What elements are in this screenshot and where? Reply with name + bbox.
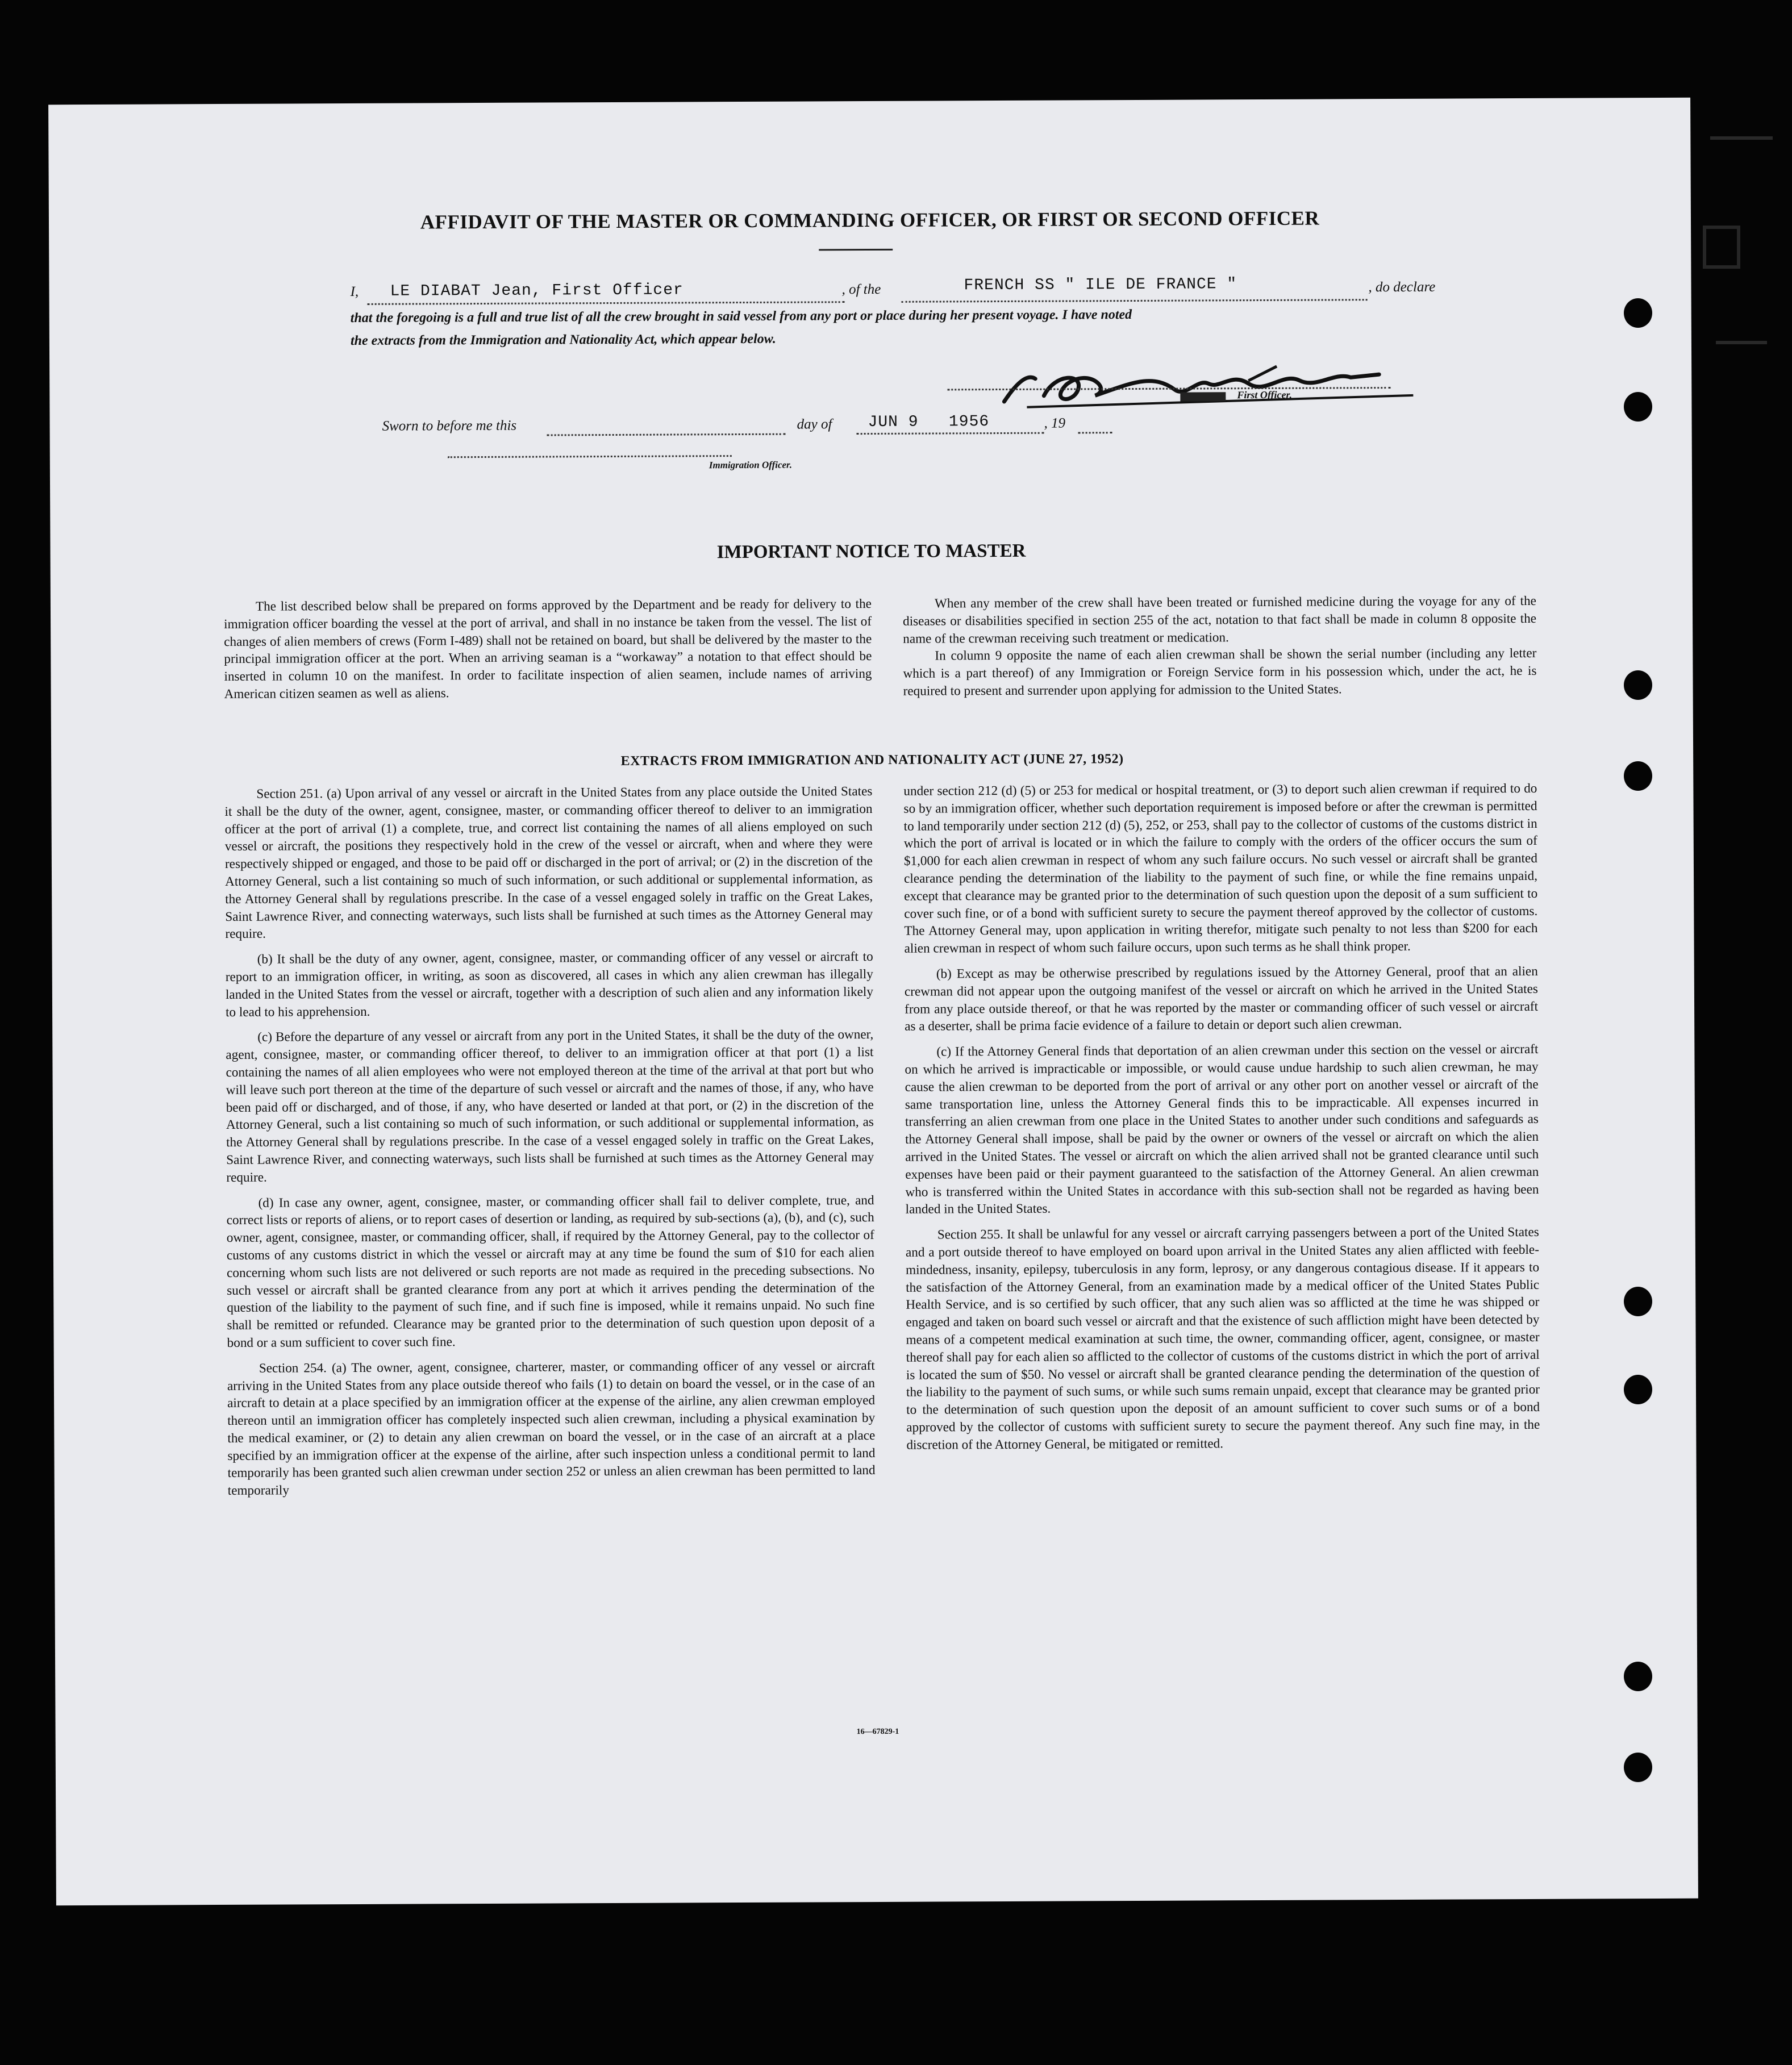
section-254a: Section 254. (a) The owner, agent, consignee, charterer, master, or commanding officer of any vessel or aircraft arriving in the United States from any place outside thereof who fails (1) to detain on board the vessel, or in the case of an aircraft to detain at a place specified by an immigration officer at the expense of the airline, any alien crewman employed thereon until an immigration officer has completely inspected such alien crewman, including a physical examination by the medical examiner, or (2) to detain any alien crewman on board the vessel, or in the case of an aircraft at a place specified by an immigration officer at the expense of the airline, after such inspection unless a conditional permit to land temporarily has been granted such alien crewman under section 252 or unless an alien crewman has been permitted to land temporarily	[227, 1358, 876, 1499]
do-declare-label: , do declare	[1368, 279, 1436, 295]
sworn-date-field	[857, 413, 1044, 435]
punch-hole	[1624, 761, 1652, 791]
declaration-line-2: the extracts from the Immigration and Nationality Act, which appear below.	[350, 331, 776, 349]
section-254a-continued: under section 212 (d) (5) or 253 for medical or hospital treatment, or (3) to deport such alien crewman if required to do so by an immigration officer, whether such deportation requirement is imposed before or after the crewman is permitted to land temporarily under section 212 (d) (5), 252, or 253, shall pay to the collector of customs of the customs district in which the port of arrival is located or in which the failure to comply with the orders of the officer occurs the sum of $1,000 for each alien crewman in respect of whom any such failure occurs. No such vessel or aircraft shall be granted clearance pending the determination of the liability to the payment of such fine, or while the fine remains unpaid, except that clearance may be granted prior to the determination of such question upon the deposit of a sum sufficient to cover such fine, or of a bond with sufficient surety to secure the payment thereof approved by the collector of customs. The Attorney General may, upon application in writing therefor, mitigate such penalty to not less than $200 for each alien crewman in respect of whom such failure occurs, upon such terms as he shall think proper.	[903, 781, 1538, 956]
sworn-label: Sworn to before me this	[382, 418, 517, 434]
sworn-day-field	[547, 420, 786, 436]
year-label: , 19	[1044, 415, 1066, 431]
struck-out-text	[1180, 392, 1226, 401]
punch-hole	[1624, 1375, 1652, 1404]
section-254c: (c) If the Attorney General finds that deportation of an alien crewman under this section on the vessel or aircraft on which he arrived is impracticable or impossible, or would cause undue hardship to such alien crewman, he may cause the alien crewman to be deported from the port of arrival or any other port on another vessel or aircraft of the same transportation line, unless the Attorney General finds this to be impracticable. All expenses incurred in transferring an alien crewman from one place in the United States to another under such conditions and safeguards as the Attorney General shall impose, shall be paid by the owner or owners of the vessel or aircraft on which the alien arrived in the United States. The vessel or aircraft on which the alien arrived shall not be granted clearance until such expenses have been paid or their payment guaranteed to the satisfaction of the Attorney General. An alien crewman who is transferred within the United States in accordance with this sub-section shall not be regarded as having been landed in the United States.	[905, 1042, 1539, 1217]
section-251a: Section 251. (a) Upon arrival of any vessel or aircraft in the United States from any place outside the United States it shall be the duty of the owner, agent, consignee, master, or commanding officer thereof to deliver to an immigration officer at the port of arrival (1) a complete, true, and correct list containing the names of all aliens employed on such vessel or aircraft, the positions they respectively hold in the crew of the vessel or aircraft, when and where they were respectively shipped or engaged, and those to be paid off or discharged in the port of arrival; or (2) in the discretion of the Attorney General, such a list containing so much of such information, or such additional or supplemental information, as the Attorney General shall by regulations prescribe. In the case of a vessel engaged solely in traffic on the Great Lakes, Saint Lawrence River, and connecting waterways, such lists shall be furnished at such times as the Attorney General may require.	[224, 784, 873, 942]
section-251d: (d) In case any owner, agent, consignee, master, or commanding officer shall fail to deliver complete, true, and correct lists or reports of aliens, or to report cases of desertion or landing, as required by sub-sections (a), (b), and (c), such owner, agent, consignee, master, or commanding officer, shall, if required by the Attorney General, pay to the collector of customs of any customs district in which the vessel or aircraft may at any time be found the sum of $10 for each alien concerning whom such lists are not delivered or such reports are not made as required in the preceding subsections. No such vessel or aircraft shall be granted clearance from any port at which it arrives pending the determination of the question of the liability to the payment of such fine, and if such fine is imposed, while it remains unpaid. No such fine shall be remitted or refunded. Clearance may be granted prior to the determination of such question upon deposit of a bond or a sum sufficient to cover such fine.	[226, 1192, 875, 1350]
declarant-name: LE DIABAT Jean, First Officer	[390, 281, 684, 301]
affidavit-page	[48, 98, 1698, 1906]
section-251c: (c) Before the departure of any vessel or aircraft from any port in the United States, it shall be the duty of the owner, agent, consignee, master, or commanding officer thereof, to deliver to an immigration officer at that port (1) a list containing the names of all alien employees who were not employed thereon at the time of the arrival at that port but who will leave such port thereon at the time of the departure of such vessel or aircraft and the names of those, if any, who have been paid off or discharged, and of those, if any, who have deserted or landed at that port, or (2) in the discretion of the Attorney General, such a list containing so much of such information, or such additional or supplemental information, as the Attorney General shall by regulations prescribe. In the case of a vessel engaged solely in traffic on the Great Lakes, Saint Lawrence River, and connecting waterways, such lists shall be furnished at such times as the Attorney General may require.	[226, 1027, 874, 1185]
notice-right-paragraph-2: In column 9 opposite the name of each alien crewman shall be shown the serial number (including any letter which is a part thereof) of any Immigration or Foreign Service form in his possession which, under the act, he is required to present and surrender upon applying for admission to the United States.	[903, 646, 1537, 699]
punch-hole	[1624, 392, 1652, 422]
immigration-officer-label: Immigration Officer.	[709, 459, 793, 471]
notice-right-paragraph-1: When any member of the crew shall have been treated or furnished medicine during the voyage for any of the diseases or disabilities specified in section 255 of the act, notation to that fact shall be made in column 8 opposite the name of the crewman receiving such treatment or medication.	[903, 593, 1537, 646]
vessel-name: FRENCH SS " ILE DE FRANCE "	[964, 276, 1237, 295]
section-251b: (b) It shall be the duty of any owner, agent, consignee, master, or commanding officer of any vessel or aircraft to report to an immigration officer, in writing, as soon as discovered, all cases in which any alien crewman has illegally landed in the United States from the vessel or aircraft, together with a description of such alien and any information likely to lead to his apprehension.	[225, 949, 873, 1020]
punch-hole	[1624, 1753, 1652, 1782]
section-254b: (b) Except as may be otherwise prescribed by regulations issued by the Attorney General, proof that an alien crewman did not appear upon the outgoing manifest of the vessel or aircraft on which he arrived in the United States from any place outside thereof, or that he was reported by the master or commanding officer of such vessel or aircraft as a deserter, shall be prima facie evidence of a failure to detain or deport such alien crewman.	[904, 963, 1539, 1034]
sworn-date: JUN 9 1956	[868, 413, 990, 432]
title-divider	[819, 249, 893, 251]
officer-signature	[981, 349, 1447, 414]
of-the-label: , of the	[841, 281, 881, 298]
extracts-title: EXTRACTS FROM IMMIGRATION AND NATIONALITY ACT (JUNE 27, 1952)	[620, 752, 1124, 769]
declarant-field	[367, 281, 844, 305]
extracts-right-column	[903, 780, 1540, 1454]
extracts-left-column	[224, 783, 875, 1500]
declaration-line-1: that the foregoing is a full and true list of all the crew brought in said vessel from any port or place during her present voyage. I have noted	[350, 307, 1132, 326]
section-255: Section 255. It shall be unlawful for any vessel or aircraft carrying passengers between a port of the United States and a port outside thereof to have employed on board upon arrival in the United States any alien afflicted with feeble-mindedness, insanity, epilepsy, tuberculosis in any form, leprosy, or any dangerous contagious disease. If it appears to the satisfaction of the Attorney General, from an examination made by a medical officer of the United States Public Health Service, and is so certified by such officer, that any such alien was so afflicted at the time he was shipped or engaged and taken on board such vessel or aircraft and that the existence of such affliction might have been detected by means of a competent medical examination at such time, the owner, commanding officer, agent, consignee, or master thereof shall pay for each alien so afflicted to the collector of customs of the customs district in which the port of arrival is located the sum of $50. No vessel or aircraft shall be granted clearance pending the determination of the question of the liability to the payment of such sums, or while such sums remain unpaid, except that clearance may be granted prior to the determination of such question upon the deposit of an amount sufficient to cover such sums or of a bond approved by the collector of customs with sufficient surety to secure the payment thereof. Any such fine may, in the discretion of the Attorney General, be mitigated or remitted.	[905, 1225, 1540, 1453]
bleed-through-marks	[1699, 114, 1784, 398]
punch-hole	[1624, 1662, 1652, 1691]
affidavit-title: AFFIDAVIT OF THE MASTER OR COMMANDING OFFICER, OR FIRST OR SECOND OFFICER	[420, 207, 1320, 233]
immigration-officer-signature-line	[448, 454, 732, 458]
punch-hole	[1624, 298, 1652, 328]
day-of-label: day of	[797, 416, 832, 432]
notice-right-column	[903, 593, 1537, 700]
i-label: I,	[350, 283, 359, 300]
punch-hole	[1624, 1287, 1652, 1316]
notice-title: IMPORTANT NOTICE TO MASTER	[716, 540, 1026, 563]
notice-left-paragraph: The list described below shall be prepared on forms approved by the Department and be ready for delivery to the immigration officer boarding the vessel at the port of arrival, and shall in no instance be taken from the vessel. The list of changes of alien members of crews (Form I-489) shall not be retained on board, but shall be delivered by the master to the principal immigration officer at the port. When an arriving seaman is a “workaway” a notation to that effect should be inserted in column 10 on the manifest. In order to facilitate inspection of alien seamen, include names of arriving American citizen seamen as well as aliens.	[224, 596, 872, 702]
notice-left-column	[224, 595, 872, 703]
punch-hole	[1624, 670, 1652, 700]
year-field	[1078, 418, 1112, 433]
signature-caption: First Officer.	[1237, 389, 1293, 401]
vessel-field	[901, 276, 1367, 303]
form-number: 16—67829-1	[856, 1727, 899, 1737]
